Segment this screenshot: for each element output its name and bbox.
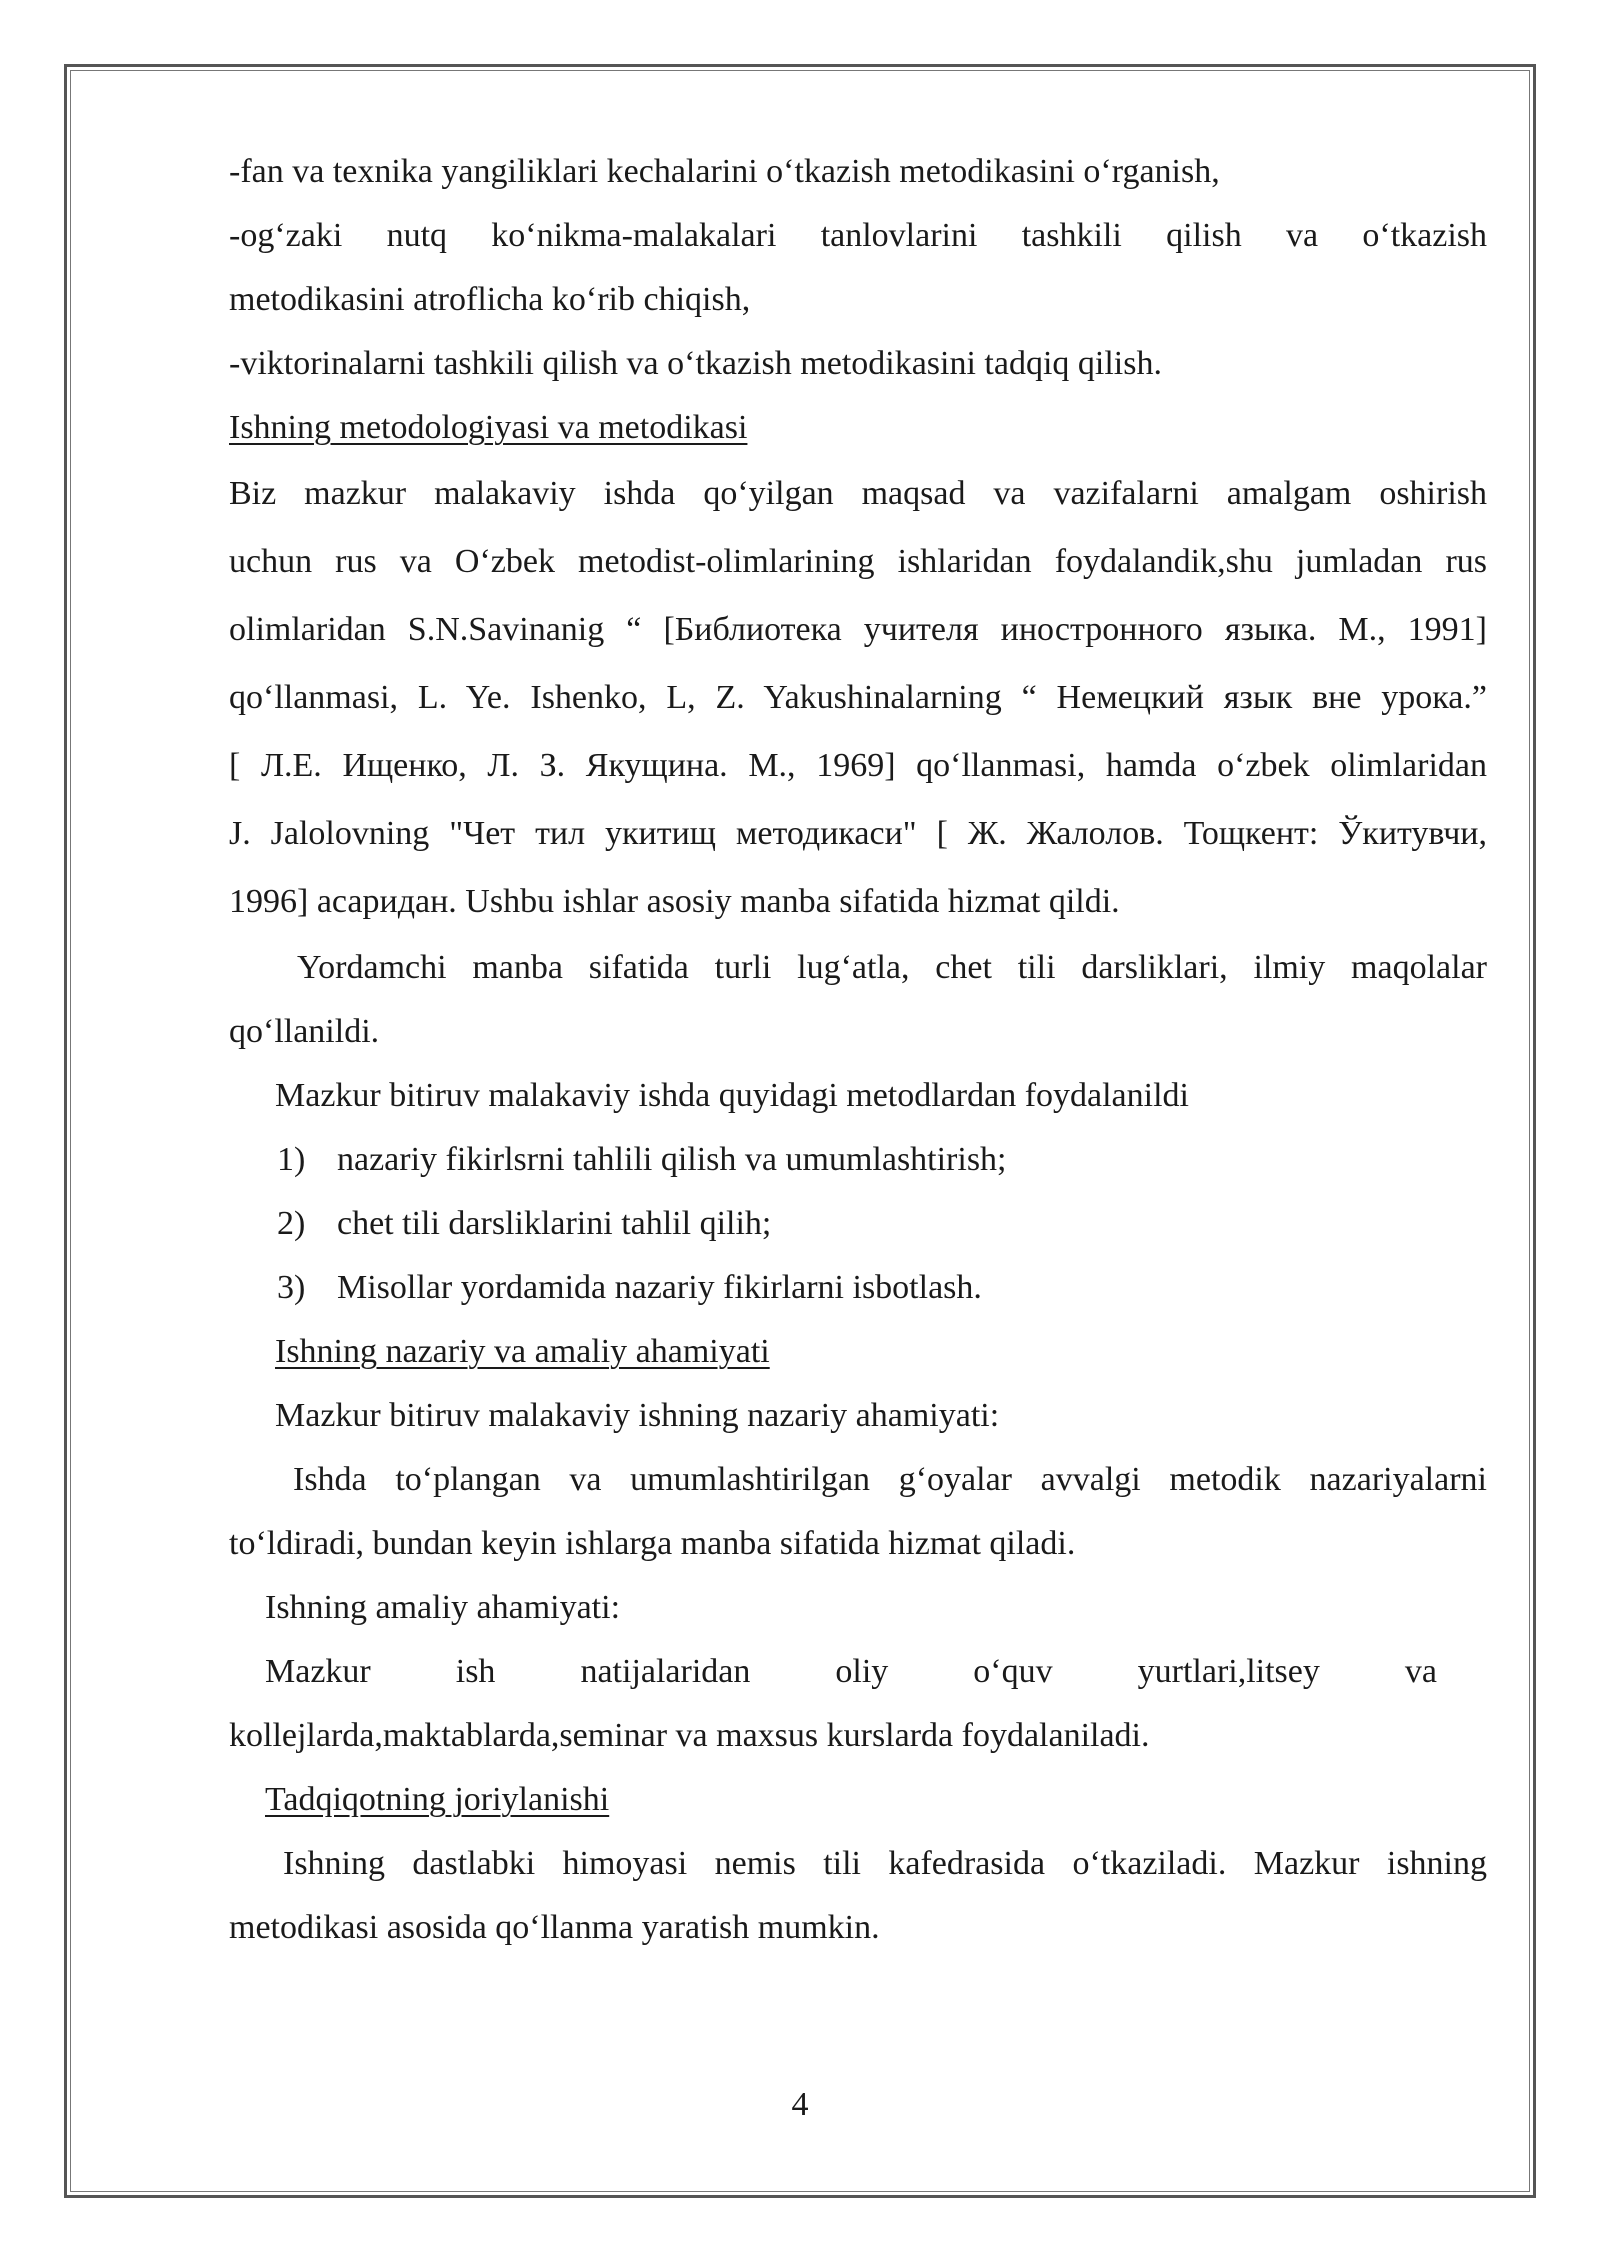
list-item: Misollar yordamida nazariy fikirlarni isbotlash. <box>337 1269 982 1306</box>
text-line: Ishning dastlabki himoyasi nemis tili kafedrasida o‘tkaziladi. Mazkur ishning <box>283 1845 1487 1882</box>
list-item: chet tili darsliklarini tahlil qilih; <box>337 1205 772 1242</box>
section-heading: Ishning metodologiyasi va metodikasi <box>229 409 748 446</box>
text-line: metodikasi asosida qo‘llanma yaratish mumkin. <box>229 1909 880 1946</box>
section-heading: Ishning nazariy va amaliy ahamiyati <box>275 1333 770 1370</box>
text-line: Yordamchi manba sifatida turli lug‘atla, chet tili darsliklari, ilmiy maqolalar <box>297 949 1487 986</box>
text-line: metodikasini atroflicha ko‘rib chiqish, <box>229 281 751 318</box>
text-line: qo‘llanildi. <box>229 1013 380 1050</box>
text-line: 1996] асаридан. Ushbu ishlar asosiy manba sifatida hizmat qildi. <box>229 883 1120 920</box>
text-line: -og‘zaki nutq ko‘nikma-malakalari tanlovlarini tashkili qilish va o‘tkazish <box>229 217 1487 254</box>
page-number: 4 <box>791 2086 809 2123</box>
list-number: 1) <box>277 1141 306 1178</box>
text-line: J. Jalolovning "Чет тил укитищ методикаси" [ Ж. Жалолов. Тощкент: Ўкитувчи, <box>229 815 1487 852</box>
text-line: [ Л.Е. Ищенко, Л. З. Якущина. М., 1969] qo‘llanmasi, hamda o‘zbek olimlaridan <box>229 747 1487 784</box>
text-line: olimlaridan S.N.Savinanig “ [Библиотека учителя иностронного языка. М., 1991] <box>229 611 1487 648</box>
text-line: Mazkur bitiruv malakaviy ishda quyidagi metodlardan foydalanildi <box>275 1077 1189 1114</box>
list-item: nazariy fikirlsrni tahlili qilish va umumlashtirish; <box>337 1141 1007 1178</box>
text-line: qo‘llanmasi, L. Ye. Ishenko, L, Z. Yakushinalarning “ Немецкий язык вне урока.” <box>229 679 1487 716</box>
text-line: to‘ldiradi, bundan keyin ishlarga manba sifatida hizmat qiladi. <box>229 1525 1076 1562</box>
text-line: Ishda to‘plangan va umumlashtirilgan g‘oyalar avvalgi metodik nazariyalarni <box>293 1461 1487 1498</box>
section-heading: Tadqiqotning joriylanishi <box>265 1781 610 1818</box>
text-line: -viktorinalarni tashkili qilish va o‘tkazish metodikasini tadqiq qilish. <box>229 345 1162 382</box>
text-line: Mazkur ish natijalaridan oliy o‘quv yurtlari,litsey va <box>265 1653 1437 1690</box>
text-line: -fan va texnika yangiliklari kechalarini o‘tkazish metodikasini o‘rganish, <box>229 153 1220 190</box>
text-line: Ishning amaliy ahamiyati: <box>265 1589 621 1626</box>
list-number: 3) <box>277 1269 306 1306</box>
text-line: kollejlarda,maktablarda,seminar va maxsus kurslarda foydalaniladi. <box>229 1717 1150 1754</box>
list-number: 2) <box>277 1205 306 1242</box>
text-line: Mazkur bitiruv malakaviy ishning nazariy ahamiyati: <box>275 1397 1000 1434</box>
text-line: uchun rus va O‘zbek metodist-olimlarining ishlaridan foydalandik,shu jumladan rus <box>229 543 1487 580</box>
text-line: Biz mazkur malakaviy ishda qo‘yilgan maqsad va vazifalarni amalgam oshirish <box>229 475 1487 512</box>
